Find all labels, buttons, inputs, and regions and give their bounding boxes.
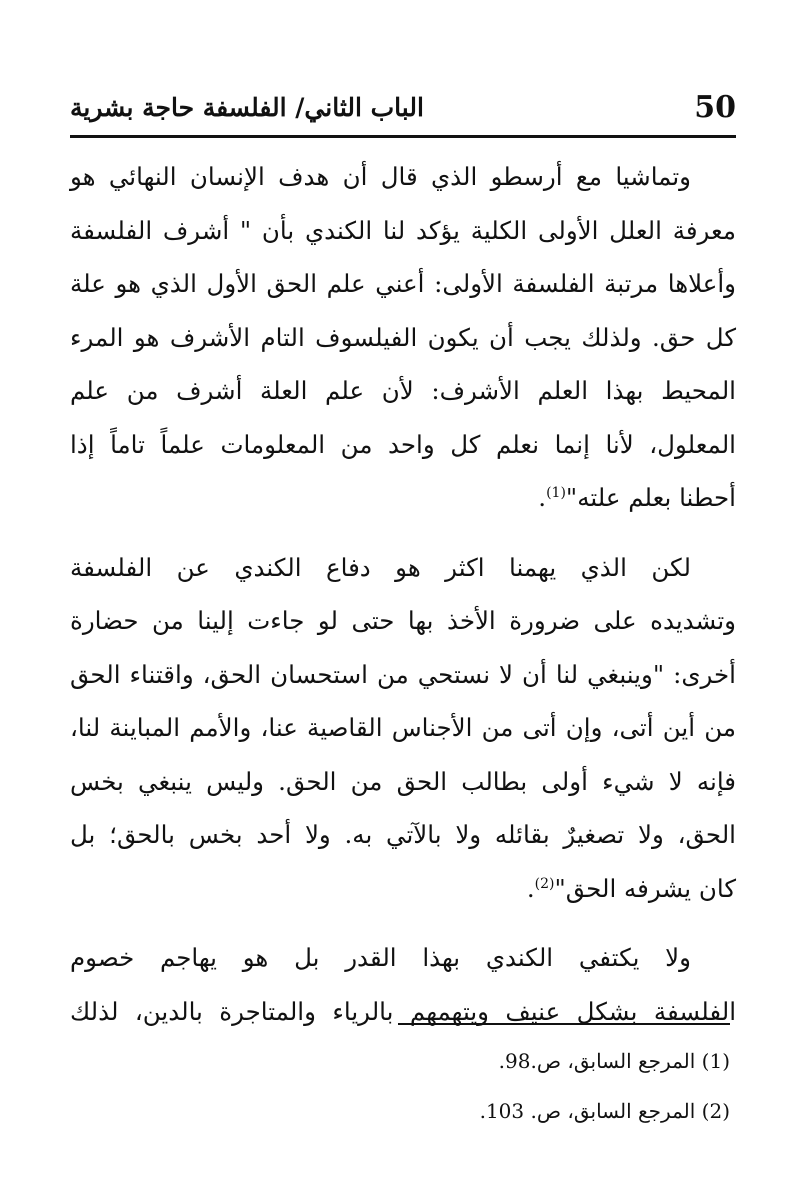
running-title: الباب الثاني/ الفلسفة حاجة بشرية bbox=[70, 93, 424, 122]
text-line bbox=[70, 862, 736, 916]
footnote-marker: (2) bbox=[701, 1099, 730, 1123]
footnotes bbox=[398, 1036, 730, 1136]
footnote-separator bbox=[398, 1023, 730, 1025]
text-line: وتشديده على ضرورة الأخذ بها حتى لو جاءت إلينا من حضارة bbox=[70, 606, 736, 635]
footnote-reference: (2) bbox=[534, 875, 555, 892]
text-line: المعلول، لأنا إنما نعلم كل واحد من المعلومات علماً تاماً إذا bbox=[70, 429, 736, 459]
footnote-reference: (1) bbox=[546, 484, 566, 501]
footnote-marker: (1) bbox=[701, 1049, 730, 1073]
text-line: كل حق. ولذلك يجب أن يكون الفيلسوف التام الأشرف هو المرء bbox=[70, 322, 736, 352]
text-line: لكن الذي يهمنا اكثر هو دفاع الكندي عن الفلسفة bbox=[70, 552, 691, 582]
paragraph bbox=[70, 150, 736, 525]
text-line: وتماشيا مع أرسطو الذي قال أن هدف الإنسان النهائي هو bbox=[70, 162, 691, 191]
body-text bbox=[70, 150, 736, 1054]
text-line: أخرى: "وينبغي لنا أن لا نستحي من استحسان الحق، واقتناء الحق bbox=[70, 659, 736, 689]
text-line: الفلسفة بشكل عنيف ويتهمهم بالرياء والمتاجرة بالدين، لذلك bbox=[70, 996, 736, 1026]
footnote-text: المرجع السابق، ص. 103. bbox=[479, 1099, 696, 1123]
text-line: الحق، ولا تصغيرٌ بقائله ولا بالآتي به. ولا أحد بخس بالحق؛ بل bbox=[70, 820, 736, 849]
page-header bbox=[70, 88, 736, 128]
sentence-end: . bbox=[538, 483, 547, 512]
text-line: من أين أتى، وإن أتى من الأجناس القاصية عنا، والأمم المباينة لنا، bbox=[70, 713, 736, 742]
text-line: المحيط بهذا العلم الأشرف: لأن علم العلة أشرف من علم bbox=[70, 376, 736, 405]
text-line bbox=[70, 471, 736, 525]
paragraph bbox=[70, 931, 736, 1038]
text-line: وأعلاها مرتبة الفلسفة الأولى: أعني علم الحق الأول الذي هو علة bbox=[70, 269, 736, 298]
text-line: فإنه لا شيء أولى بطالب الحق من الحق. وليس ينبغي بخس bbox=[70, 766, 736, 796]
text-line: معرفة العلل الأولى الكلية يؤكد لنا الكندي بأن " أشرف الفلسفة bbox=[70, 215, 736, 245]
sentence-end: . bbox=[526, 873, 535, 903]
line-text: كان يشرفه الحق" bbox=[554, 873, 736, 903]
text-line: ولا يكتفي الكندي بهذا القدر بل هو يهاجم خصوم bbox=[70, 943, 691, 972]
header-rule bbox=[70, 135, 736, 138]
footnote-text: المرجع السابق، ص.98. bbox=[498, 1049, 696, 1073]
line-text: أحطنا بعلم علته" bbox=[565, 483, 736, 512]
footnote bbox=[398, 1036, 730, 1086]
page-number: 50 bbox=[694, 90, 736, 125]
paragraph bbox=[70, 541, 736, 916]
footnote bbox=[398, 1086, 730, 1136]
